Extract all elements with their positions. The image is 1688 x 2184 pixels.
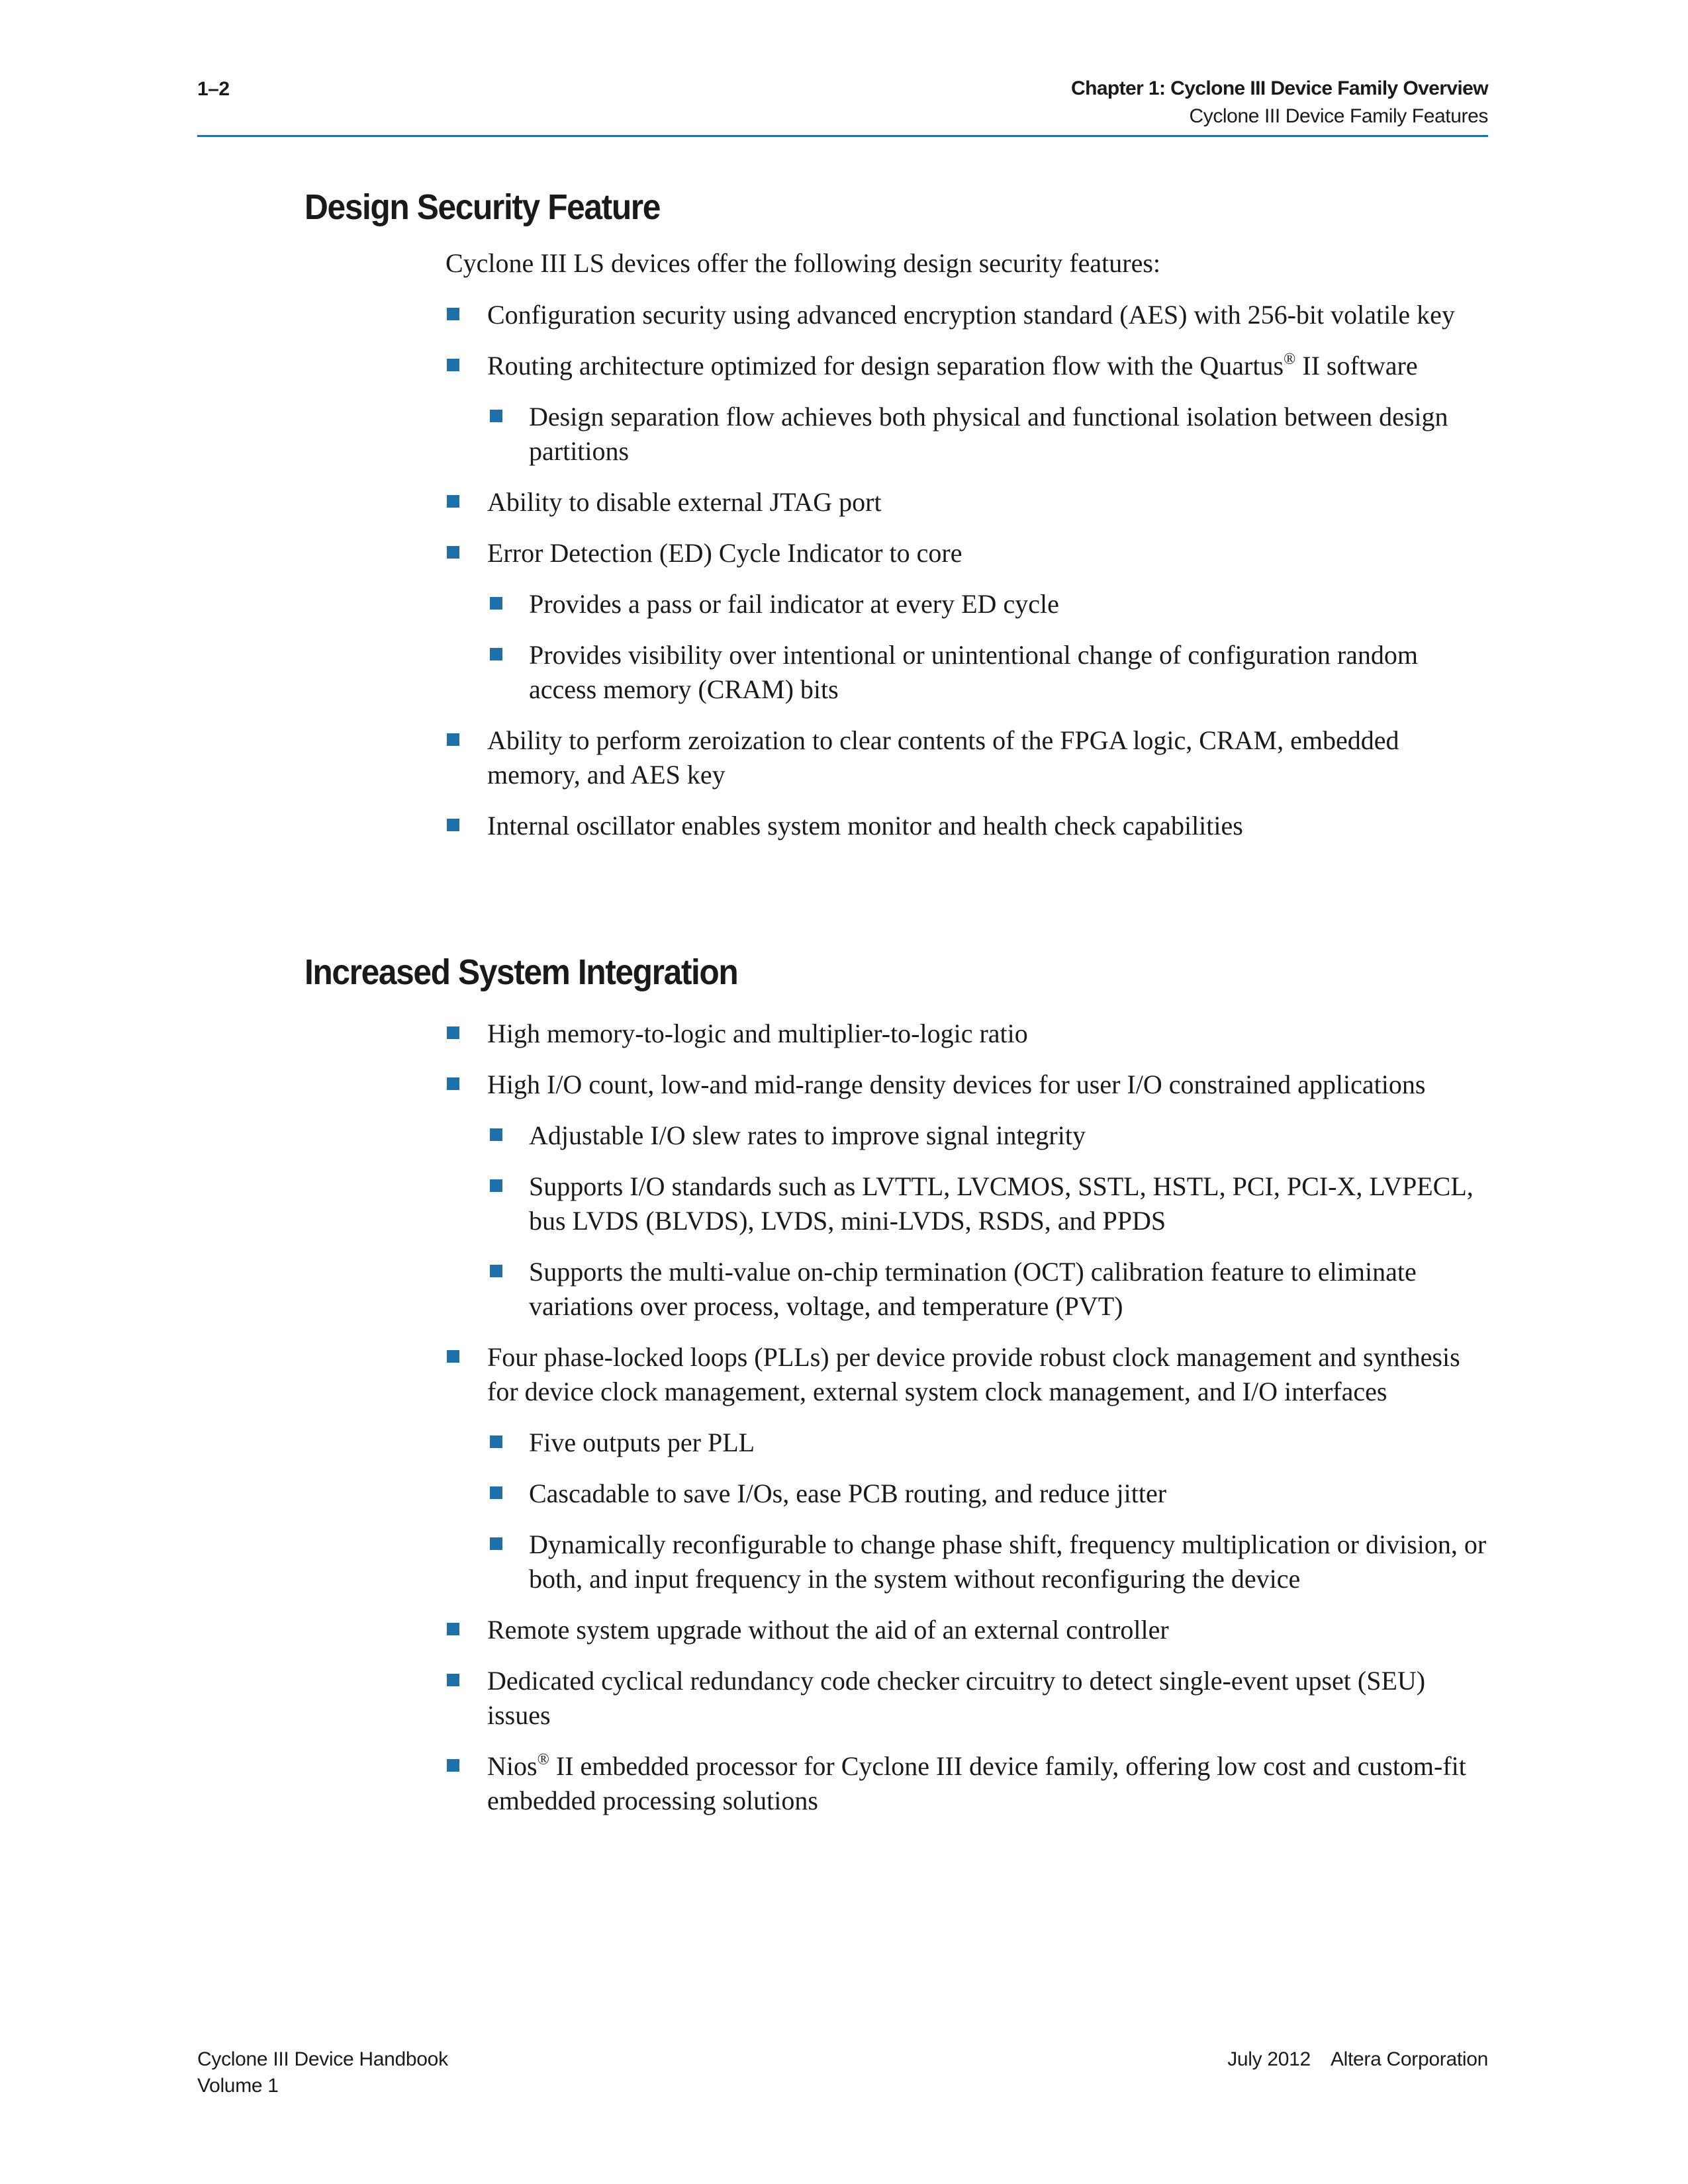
- bullet-icon: [490, 1537, 502, 1550]
- list-item-sub: Supports I/O standards such as LVTTL, LVCMOS, SSTL, HSTL, PCI, PCI-X, LVPECL, bus LVDS (BLVDS), LVDS, mini-LVDS, RSDS, and PPDS: [445, 1169, 1491, 1238]
- bullet-icon: [447, 733, 459, 746]
- list-item: Four phase-locked loops (PLLs) per device provide robust clock management and synthesis for device clock management, external system clock management, and I/O interfaces: [445, 1340, 1491, 1409]
- list-item-sub: Design separation flow achieves both physical and functional isolation between design partitions: [445, 400, 1491, 469]
- list-item: Routing architecture optimized for design separation flow with the Quartus® II software: [445, 349, 1491, 383]
- footer-book-title: Cyclone III Device Handbook: [197, 2048, 448, 2070]
- registered-mark: ®: [1284, 351, 1296, 368]
- list-item: Remote system upgrade without the aid of an external controller: [445, 1613, 1491, 1647]
- bullet-icon: [447, 359, 459, 371]
- list-item-sub: Provides visibility over intentional or unintentional change of configuration random access memory (CRAM) bits: [445, 638, 1491, 707]
- list-item: Dedicated cyclical redundancy code checker circuitry to detect single-event upset (SEU) issues: [445, 1664, 1491, 1733]
- list-item: High memory-to-logic and multiplier-to-logic ratio: [445, 1017, 1491, 1051]
- bullet-icon: [447, 1674, 459, 1686]
- bullet-icon: [490, 1265, 502, 1277]
- list-item-sub: Provides a pass or fail indicator at every ED cycle: [445, 587, 1491, 621]
- footer-right: [1227, 2046, 1488, 2073]
- footer-date: July 2012: [1227, 2048, 1311, 2070]
- bullet-icon: [447, 1623, 459, 1635]
- list-item-sub: Five outputs per PLL: [445, 1426, 1491, 1460]
- bullet-icon: [447, 546, 459, 559]
- bullet-icon: [447, 1077, 459, 1090]
- bullet-icon: [447, 1759, 459, 1772]
- bullet-icon: [490, 1435, 502, 1448]
- heading-design-security: Design Security Feature: [305, 187, 661, 227]
- header-rule: [197, 135, 1488, 137]
- heading-system-integration: Increased System Integration: [305, 952, 738, 992]
- footer-company: Altera Corporation: [1330, 2048, 1488, 2070]
- chapter-title: Chapter 1: Cyclone III Device Family Overview: [1071, 77, 1488, 99]
- bullet-icon: [490, 1128, 502, 1141]
- list-item: High I/O count, low-and mid-range density devices for user I/O constrained applications: [445, 1068, 1491, 1102]
- running-header: [1071, 77, 1488, 128]
- registered-mark: ®: [537, 1751, 549, 1768]
- list-item-sub: Supports the multi-value on-chip termination (OCT) calibration feature to eliminate variations over process, voltage, and temperature (PVT): [445, 1255, 1491, 1324]
- design-security-intro: Cyclone III LS devices offer the following design security features:: [445, 248, 1161, 278]
- list-item: Configuration security using advanced encryption standard (AES) with 256-bit volatile key: [445, 298, 1491, 332]
- bullet-icon: [447, 819, 459, 831]
- bullet-icon: [447, 308, 459, 320]
- footer-left: [197, 2046, 448, 2099]
- bullet-icon: [490, 597, 502, 610]
- list-item: Ability to perform zeroization to clear contents of the FPGA logic, CRAM, embedded memory, and AES key: [445, 723, 1491, 792]
- bullet-icon: [490, 1179, 502, 1192]
- page-number: 1–2: [197, 78, 230, 100]
- design-security-list: [445, 298, 1491, 860]
- bullet-icon: [447, 1026, 459, 1039]
- footer-volume: Volume 1: [197, 2075, 279, 2097]
- bullet-icon: [447, 495, 459, 508]
- bullet-icon: [490, 648, 502, 660]
- list-item-sub: Cascadable to save I/Os, ease PCB routing, and reduce jitter: [445, 1477, 1491, 1511]
- list-item-sub: Adjustable I/O slew rates to improve signal integrity: [445, 1118, 1491, 1153]
- list-item: Nios® II embedded processor for Cyclone III device family, offering low cost and custom-fit embedded processing solutions: [445, 1749, 1491, 1818]
- list-item-sub: Dynamically reconfigurable to change phase shift, frequency multiplication or division, or both, and input frequency in the system without reconfiguring the device: [445, 1527, 1491, 1596]
- bullet-icon: [490, 410, 502, 422]
- list-item: Ability to disable external JTAG port: [445, 485, 1491, 520]
- list-item: Error Detection (ED) Cycle Indicator to core: [445, 536, 1491, 570]
- section-title: Cyclone III Device Family Features: [1189, 105, 1488, 127]
- list-item: Internal oscillator enables system monitor and health check capabilities: [445, 809, 1491, 843]
- bullet-icon: [490, 1486, 502, 1499]
- system-integration-list: [445, 1017, 1491, 1835]
- bullet-icon: [447, 1350, 459, 1363]
